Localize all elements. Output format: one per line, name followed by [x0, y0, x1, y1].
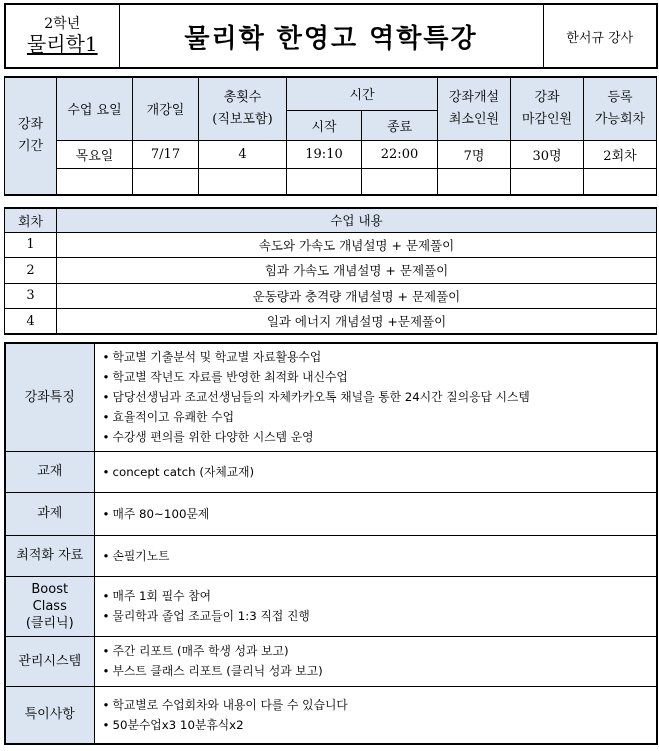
management-list	[94, 636, 657, 686]
value-time-end: 22:00	[362, 140, 438, 168]
table-row	[5, 258, 657, 284]
empty-cell	[287, 168, 362, 195]
empty-cell	[511, 168, 584, 195]
list-item: • 주간 리포트 (매주 학생 성과 보고)	[103, 641, 657, 661]
boost-label: Boost Class (클리닉)	[5, 576, 94, 636]
header-start-date: 개강일	[133, 77, 199, 140]
empty-cell	[57, 168, 133, 195]
col-session-content: 수업 내용	[57, 208, 657, 232]
homework-label: 과제	[5, 492, 94, 535]
header-table	[4, 3, 658, 69]
value-reg-sessions: 2회차	[584, 140, 657, 168]
list-item: • 손필기노트	[103, 546, 657, 566]
features-list	[94, 343, 657, 451]
subject-label: 물리학1	[26, 32, 98, 56]
session-no: 3	[5, 283, 57, 309]
empty-cell	[133, 168, 199, 195]
sessions-table	[4, 207, 657, 335]
list-item: • 부스트 클래스 리포트 (클리닉 성과 보고)	[103, 661, 657, 681]
list-item: • concept catch (자체교재)	[103, 462, 657, 482]
grade-label: 2학년	[44, 16, 81, 32]
schedule-table	[4, 76, 657, 196]
list-item: • 학교별로 수업회차와 내용이 다를 수 있습니다	[103, 695, 657, 715]
course-info-table	[4, 342, 658, 745]
value-time-start: 19:10	[287, 140, 362, 168]
header-time: 시간	[287, 77, 438, 110]
material-list	[94, 535, 657, 576]
empty-cell	[438, 168, 511, 195]
table-row	[5, 309, 657, 335]
list-item: • 효율적이고 유쾌한 수업	[103, 407, 657, 427]
session-content: 힘과 가속도 개념설명 + 문제풀이	[57, 258, 657, 284]
header-reg-sessions: 등록 가능회차	[584, 77, 657, 140]
list-item: • 매주 1회 필수 참여	[103, 586, 657, 606]
features-label: 강좌특징	[5, 343, 94, 451]
list-item: • 50분수업x3 10분휴식x2	[103, 715, 657, 735]
session-content: 운동량과 충격량 개념설명 + 문제풀이	[57, 283, 657, 309]
header-total-sessions: 총횟수 (직보포함)	[199, 77, 287, 140]
page-title: 물리학 한영고 역학특강	[119, 4, 543, 68]
session-content: 속도와 가속도 개념설명 + 문제풀이	[57, 232, 657, 258]
grade-cell	[5, 4, 119, 68]
textbook-label: 교재	[5, 451, 94, 492]
header-day: 수업 요일	[57, 77, 133, 140]
empty-cell	[584, 168, 657, 195]
value-min-enroll: 7명	[438, 140, 511, 168]
value-total-sessions: 4	[199, 140, 287, 168]
value-max-enroll: 30명	[511, 140, 584, 168]
textbook-list	[94, 451, 657, 492]
header-time-start: 시작	[287, 110, 362, 140]
session-content: 일과 에너지 개념설명 +문제풀이	[57, 309, 657, 335]
header-max-enroll: 강좌 마감인원	[511, 77, 584, 140]
session-no: 2	[5, 258, 57, 284]
list-item: • 매주 80~100문제	[103, 504, 657, 524]
value-day: 목요일	[57, 140, 133, 168]
notes-list	[94, 686, 657, 744]
teacher-name: 한서규 강사	[543, 4, 657, 68]
list-item: • 학교별 작년도 자료를 반영한 최적화 내신수업	[103, 367, 657, 387]
notes-label: 특이사항	[5, 686, 94, 744]
session-no: 1	[5, 232, 57, 258]
boost-list	[94, 576, 657, 636]
table-row	[5, 283, 657, 309]
list-item: • 수강생 편의를 위한 다양한 시스템 운영	[103, 427, 657, 447]
empty-cell	[362, 168, 438, 195]
list-item: • 물리학과 졸업 조교들이 1:3 직접 진행	[103, 606, 657, 626]
header-min-enroll: 강좌개설 최소인원	[438, 77, 511, 140]
period-label: 강좌 기간	[5, 77, 57, 195]
value-start-date: 7/17	[133, 140, 199, 168]
col-session-no: 회차	[5, 208, 57, 232]
management-label: 관리시스템	[5, 636, 94, 686]
empty-cell	[199, 168, 287, 195]
list-item: • 담당선생님과 조교선생님들의 자체카카오톡 채널을 통한 24시간 질의응답 시스템	[103, 387, 657, 407]
list-item: • 학교별 기출분석 및 학교별 자료활용수업	[103, 347, 657, 367]
homework-list	[94, 492, 657, 535]
material-label: 최적화 자료	[5, 535, 94, 576]
session-no: 4	[5, 309, 57, 335]
header-time-end: 종료	[362, 110, 438, 140]
table-row	[5, 232, 657, 258]
